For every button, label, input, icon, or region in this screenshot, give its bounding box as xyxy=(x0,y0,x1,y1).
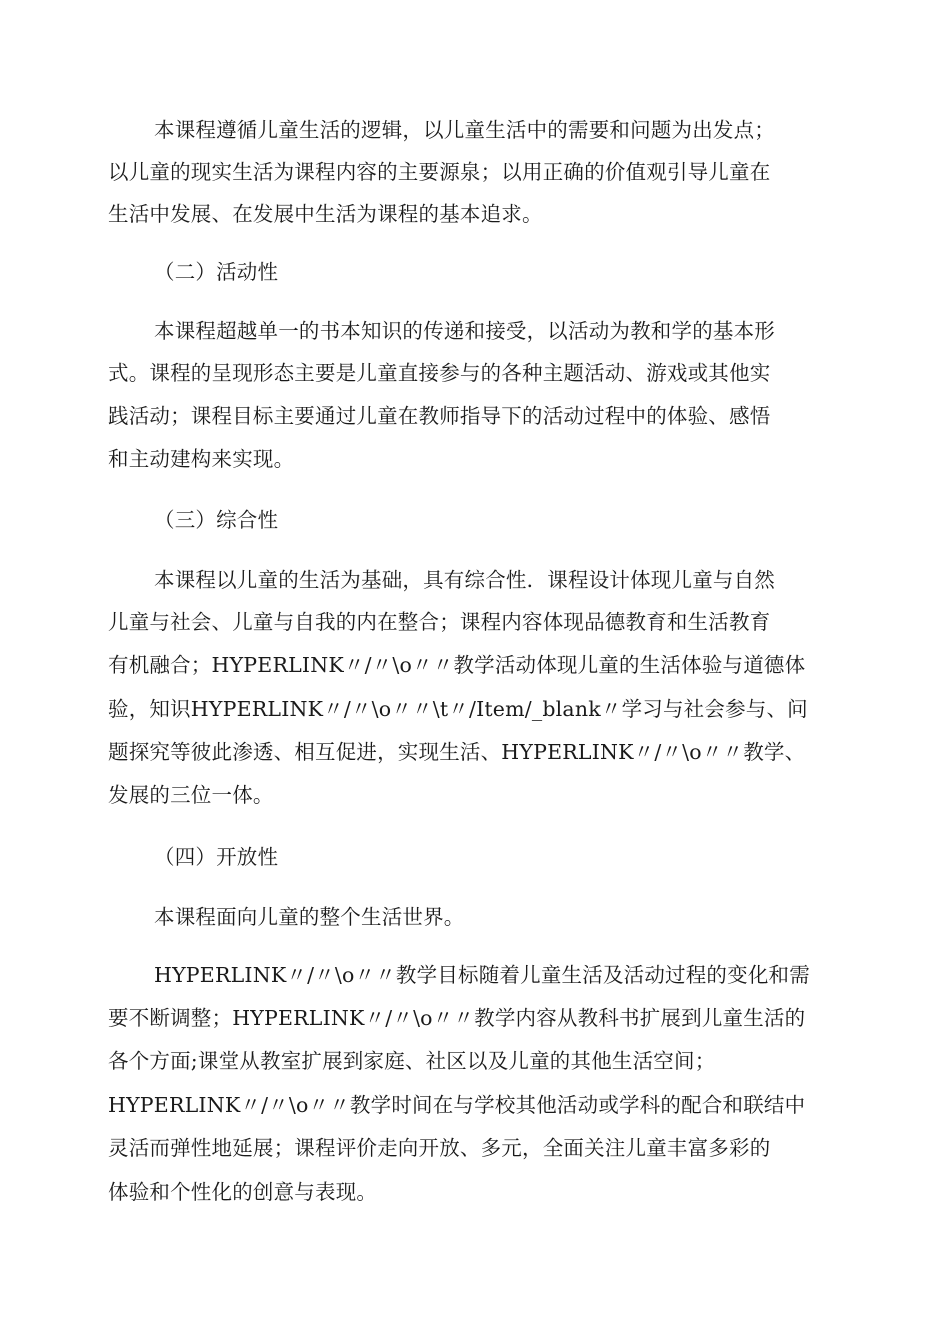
paragraph-5-line-5: 灵活而弹性地延展；课程评价走向开放、多元，全面关注儿童丰富多彩的 xyxy=(108,1136,771,1160)
section-heading-openness: （四）开放性 xyxy=(154,845,279,869)
paragraph-4-line-1: 本课程面向儿童的整个生活世界。 xyxy=(154,905,465,929)
paragraph-5-line-1: HYPERLINK〃/〃\o〃〃教学目标随着儿童生活及活动过程的变化和需 xyxy=(154,963,810,987)
paragraph-5-line-2: 要不断调整；HYPERLINK〃/〃\o〃〃教学内容从教科书扩展到儿童生活的 xyxy=(108,1006,806,1030)
paragraph-1-line-2: 以儿童的现实生活为课程内容的主要源泉；以用正确的价值观引导儿童在 xyxy=(108,160,771,184)
section-heading-activity: （二）活动性 xyxy=(154,260,279,284)
paragraph-3-line-5: 题探究等彼此渗透、相互促进，实现生活、HYPERLINK〃/〃\o〃〃教学、 xyxy=(108,740,806,764)
paragraph-3-line-4: 验，知识HYPERLINK〃/〃\o〃〃\t〃/Item/_blank〃学习与社会参与、问 xyxy=(108,697,808,721)
paragraph-3-line-6: 发展的三位一体。 xyxy=(108,783,274,807)
paragraph-2-line-3: 践活动；课程目标主要通过儿童在教师指导下的活动过程中的体验、感悟 xyxy=(108,404,771,428)
paragraph-1-line-1: 本课程遵循儿童生活的逻辑，以儿童生活中的需要和问题为出发点； xyxy=(154,118,775,142)
paragraph-2-line-2: 式。课程的呈现形态主要是儿童直接参与的各种主题活动、游戏或其他实 xyxy=(108,361,771,385)
section-heading-comprehensive: （三）综合性 xyxy=(154,508,279,532)
paragraph-2-line-1: 本课程超越单一的书本知识的传递和接受，以活动为教和学的基本形 xyxy=(154,319,775,343)
paragraph-3-line-1: 本课程以儿童的生活为基础，具有综合性．课程设计体现儿童与自然 xyxy=(154,568,775,592)
paragraph-3-line-3: 有机融合；HYPERLINK〃/〃\o〃〃教学活动体现儿童的生活体验与道德体 xyxy=(108,653,806,677)
paragraph-1-line-3: 生活中发展、在发展中生活为课程的基本追求。 xyxy=(108,202,543,226)
paragraph-2-line-4: 和主动建构来实现。 xyxy=(108,447,295,471)
paragraph-5-line-3: 各个方面;课堂从教室扩展到家庭、社区以及儿童的其他生活空间； xyxy=(108,1049,716,1073)
paragraph-5-line-4: HYPERLINK〃/〃\o〃〃教学时间在与学校其他活动或学科的配合和联结中 xyxy=(108,1093,806,1117)
paragraph-5-line-6: 体验和个性化的创意与表现。 xyxy=(108,1180,378,1204)
paragraph-3-line-2: 儿童与社会、儿童与自我的内在整合；课程内容体现品德教育和生活教育 xyxy=(108,610,771,634)
